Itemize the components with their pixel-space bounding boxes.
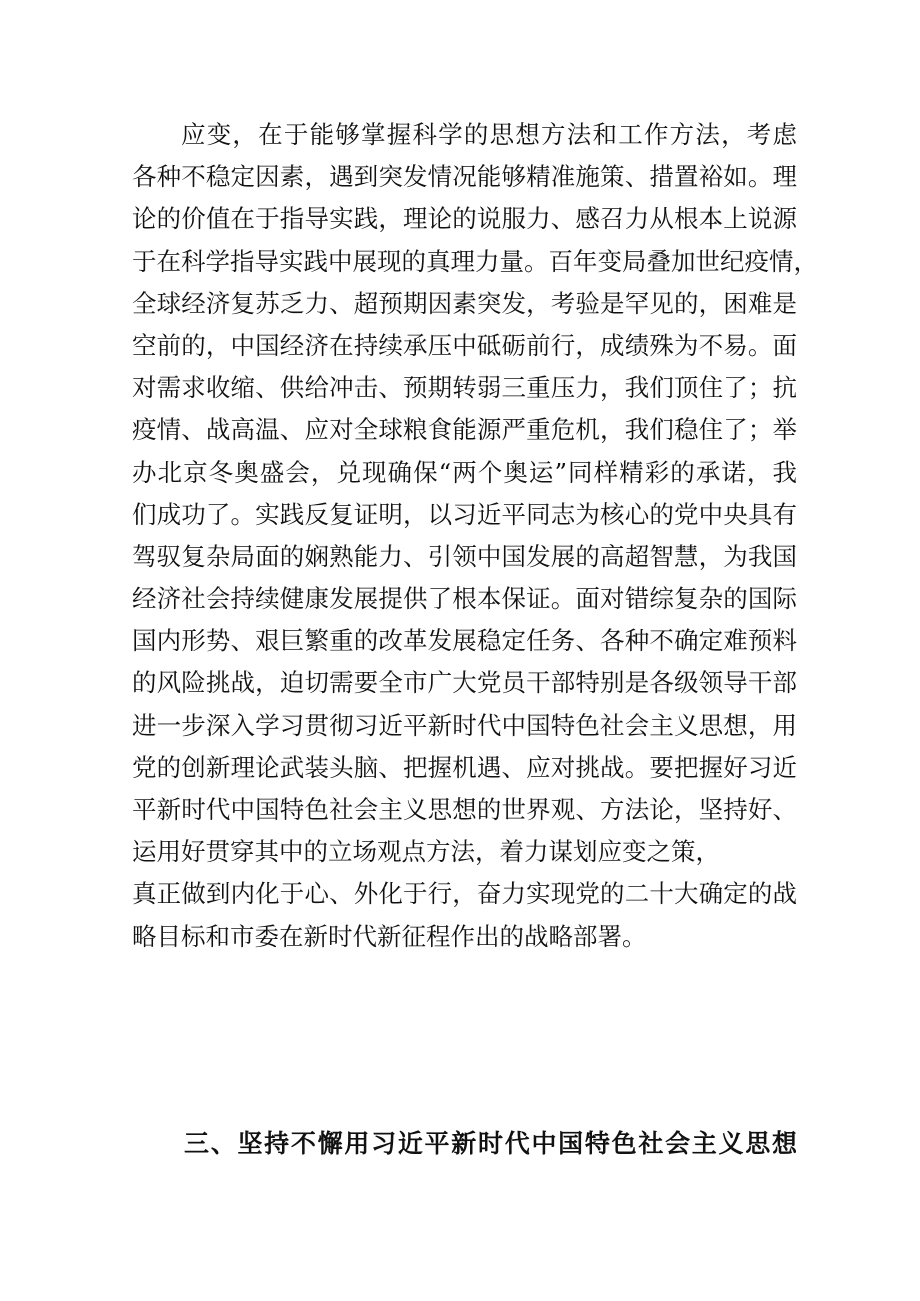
paragraph-line: 疫情、战高温、应对全球粮食能源严重危机，我们稳住了；举	[132, 415, 797, 445]
paragraph-line: 于在科学指导实践中展现的真理力量。百年变局叠加世纪疫情，	[132, 246, 818, 276]
paragraph-line: 国内形势、艰巨繁重的改革发展稳定任务、各种不确定难预料	[132, 626, 797, 656]
paragraph-line: 进一步深入学习贯彻习近平新时代中国特色社会主义思想，用	[132, 710, 797, 740]
paragraph-line: 全球经济复苏乏力、超预期因素突发，考验是罕见的，困难是	[132, 288, 797, 318]
paragraph-line: 办北京冬奥盛会，兑现确保“两个奥运”同样精彩的承诺，我	[132, 457, 797, 487]
section-heading: 三、坚持不懈用习近平新时代中国特色社会主义思想	[184, 1129, 797, 1158]
body-paragraph	[132, 114, 818, 958]
paragraph-line: 各种不稳定因素，遇到突发情况能够精准施策、措置裕如。理	[132, 162, 797, 192]
paragraph-line: 经济社会持续健康发展提供了根本保证。面对错综复杂的国际	[132, 584, 797, 614]
paragraph-line: 真正做到内化于心、外化于行，奋力实现党的二十大确定的战	[132, 879, 797, 909]
paragraph-line: 们成功了。实践反复证明，以习近平同志为核心的党中央具有	[132, 499, 797, 529]
paragraph-line: 应变，在于能够掌握科学的思想方法和工作方法，考虑	[181, 120, 797, 149]
paragraph-line: 略目标和市委在新时代新征程作出的战略部署。	[132, 921, 647, 951]
paragraph-line: 对需求收缩、供给冲击、预期转弱三重压力，我们顶住了；抗	[132, 373, 797, 403]
paragraph-line: 驾驭复杂局面的娴熟能力、引领中国发展的高超智慧，为我国	[132, 541, 797, 571]
paragraph-line: 党的创新理论武装头脑、把握机遇、应对挑战。要把握好习近	[132, 752, 797, 782]
paragraph-line: 论的价值在于指导实践，理论的说服力、感召力从根本上说源	[132, 204, 797, 234]
paragraph-line: 空前的，中国经济在持续承压中砥砺前行，成绩殊为不易。面	[132, 330, 797, 360]
paragraph-line: 的风险挑战，迫切需要全市广大党员干部特别是各级领导干部	[132, 668, 797, 698]
paragraph-line: 平新时代中国特色社会主义思想的世界观、方法论，坚持好、	[132, 795, 797, 824]
paragraph-line: 运用好贯穿其中的立场观点方法，着力谋划应变之策，	[132, 837, 720, 867]
